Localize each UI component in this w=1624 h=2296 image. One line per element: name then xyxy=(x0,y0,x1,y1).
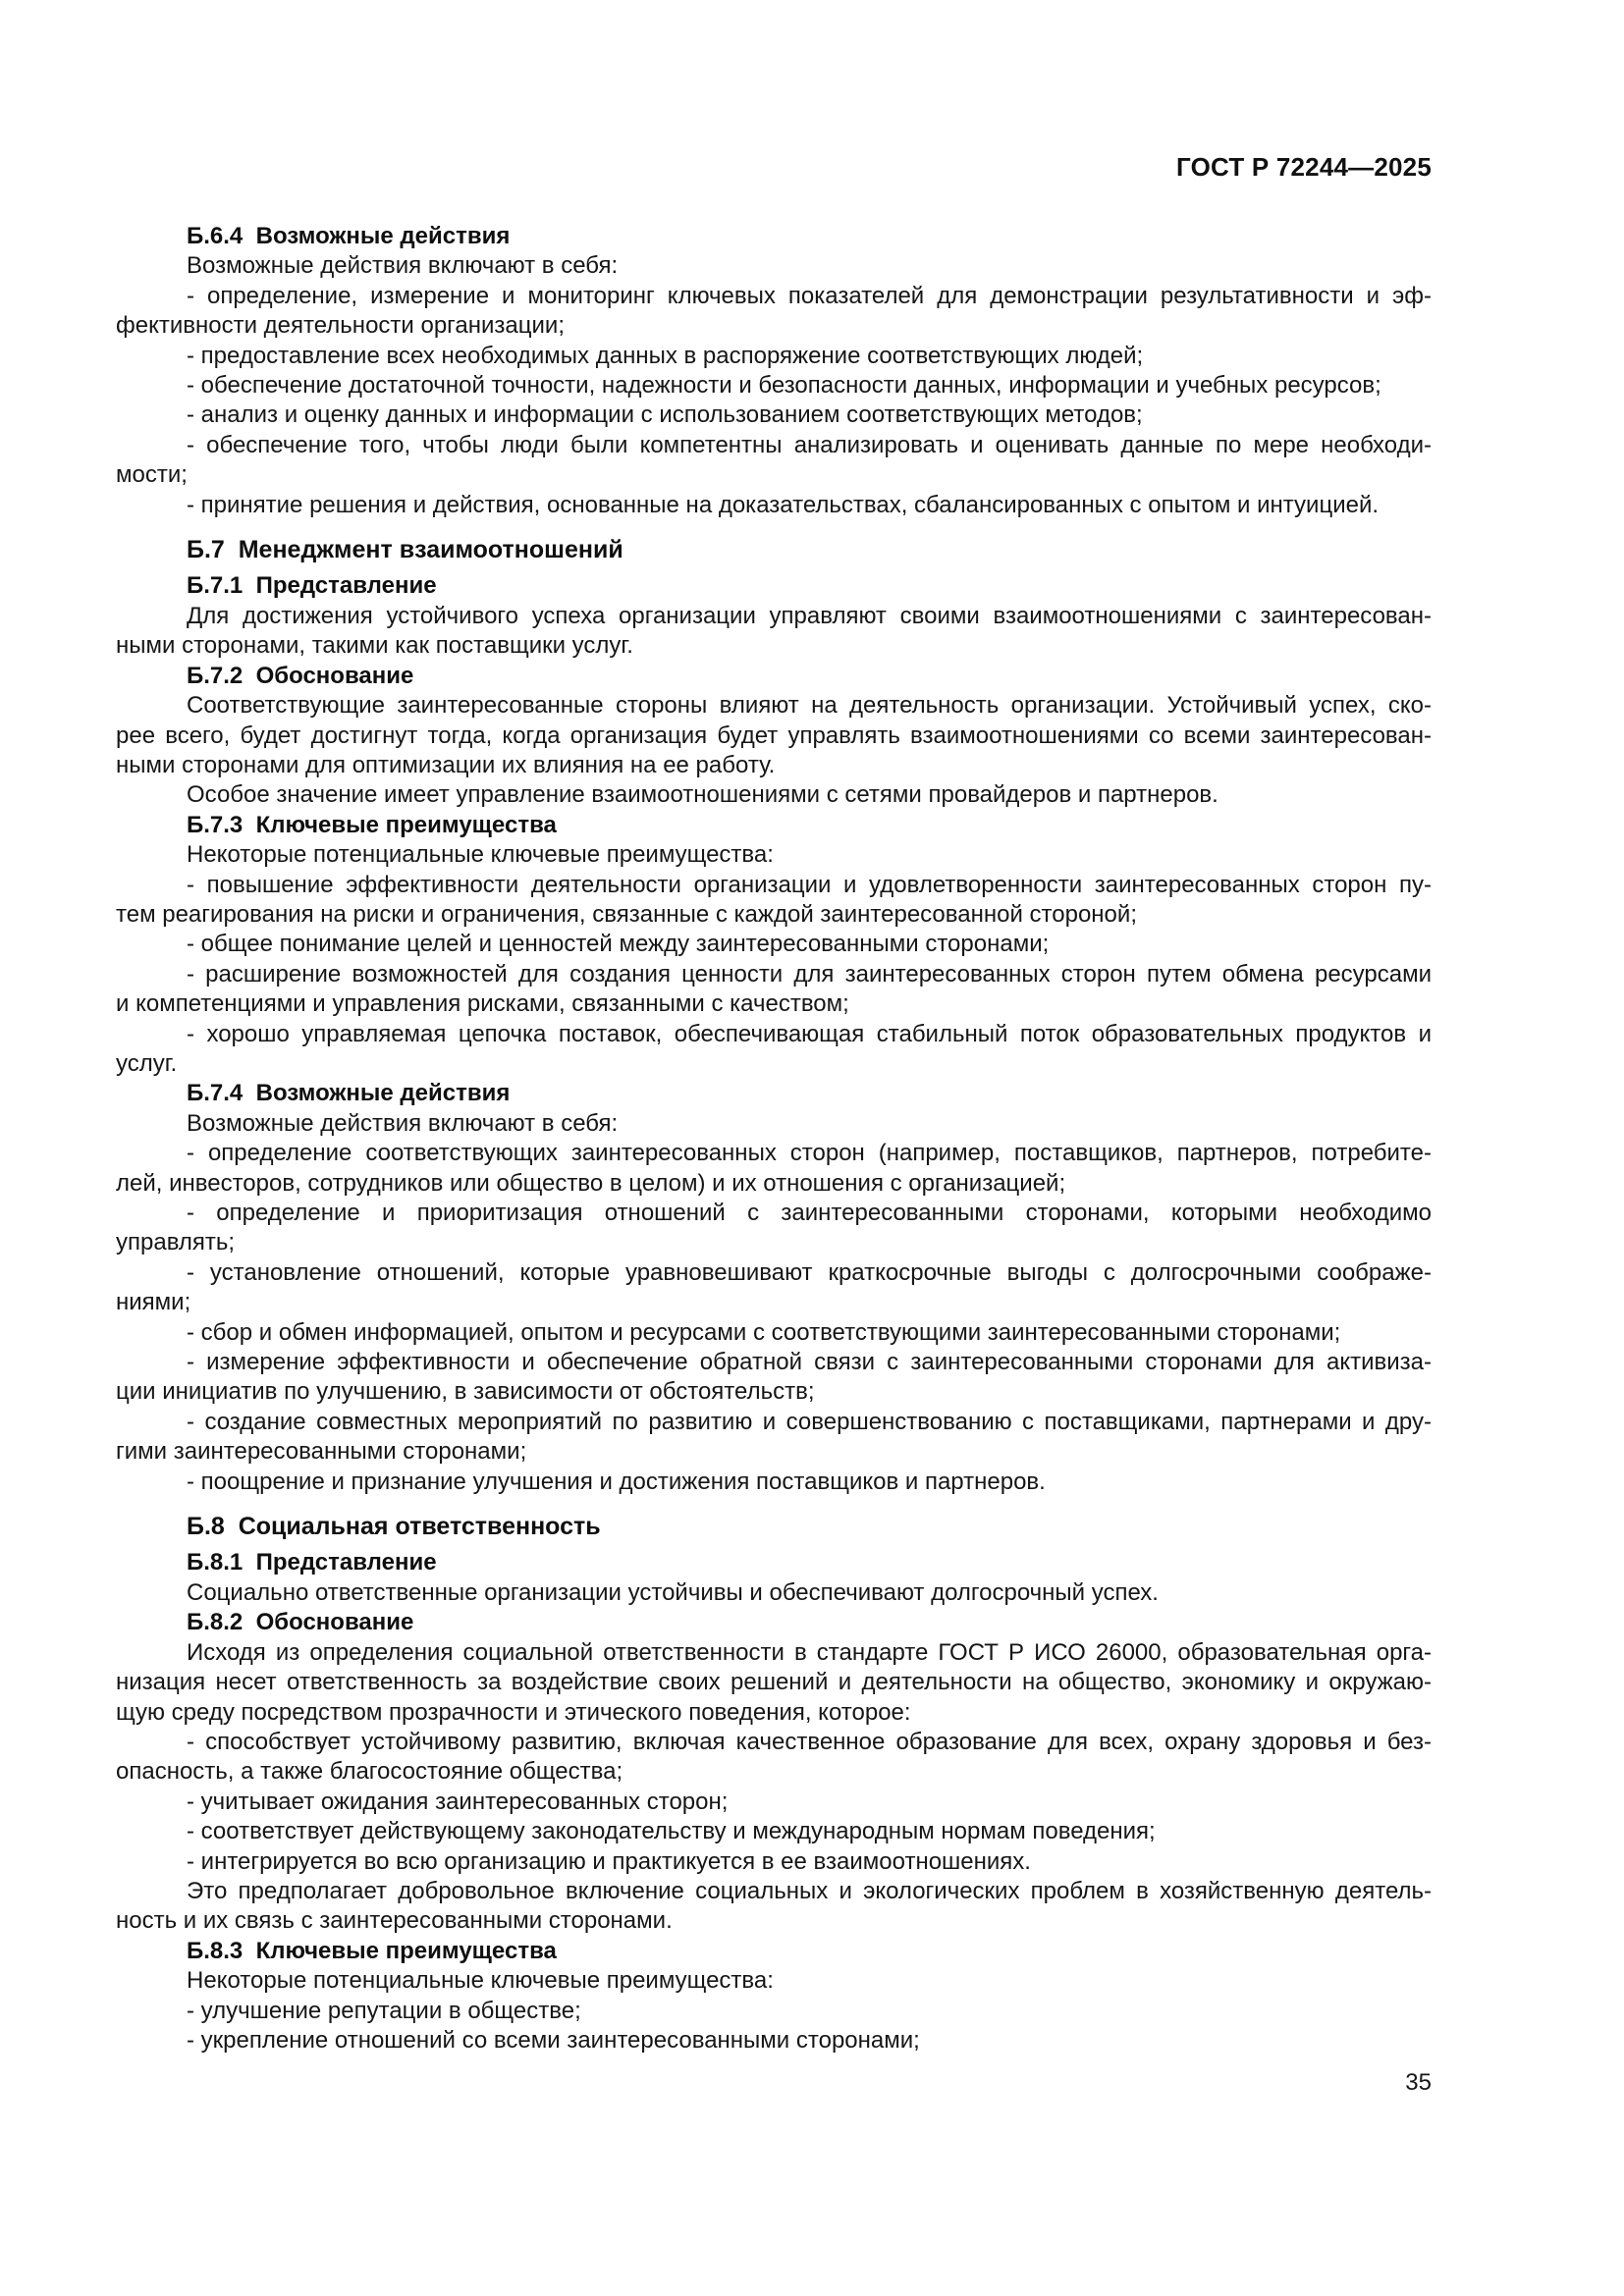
text-line: - способствует устойчивому развитию, включая качественное образование для всех, охрану здоровья и без- xyxy=(187,1728,1432,1755)
text-line: - соответствует действующему законодательству и международным нормам поведения; xyxy=(187,1818,1156,1845)
subsection-heading: Б.8.2 Обоснование xyxy=(187,1609,414,1636)
text-line: рее всего, будет достигнут тогда, когда организация будет управлять взаимоотношениями со всеми заинтересован- xyxy=(116,721,1432,749)
text-line: - сбор и обмен информацией, опытом и ресурсами с соответствующими заинтересованными сторонами; xyxy=(187,1318,1341,1346)
section-heading: Б.8 Социальная ответственность xyxy=(187,1513,601,1541)
document-body xyxy=(116,222,1432,2056)
text-line: фективности деятельности организации; xyxy=(116,312,565,340)
page-number: 35 xyxy=(1405,2069,1432,2096)
text-line: - обеспечение того, чтобы люди были компетентны анализировать и оценивать данные по мере необходи- xyxy=(187,431,1432,458)
text-line: - повышение эффективности деятельности организации и удовлетворенности заинтересованных сторон пу- xyxy=(187,871,1432,898)
text-line: - предоставление всех необходимых данных в распоряжение соответствующих людей; xyxy=(187,342,1144,369)
text-line: - принятие решения и действия, основанные на доказательствах, сбалансированных с опытом и интуицией. xyxy=(187,491,1380,518)
text-line: щую среду посредством прозрачности и этического поведения, которое: xyxy=(116,1698,911,1726)
text-line: лей, инвесторов, сотрудников или общество в целом) и их отношения с организацией; xyxy=(116,1169,1066,1197)
text-line: тем реагирования на риски и ограничения, связанные с каждой заинтересованной стороной; xyxy=(116,900,1137,928)
text-line: ными сторонами для оптимизации их влияния на ее работу. xyxy=(116,751,776,778)
text-line: низация несет ответственность за воздействие своих решений и деятельности на общество, экономику и окружаю- xyxy=(116,1669,1432,1696)
text-line: Особое значение имеет управление взаимоотношениями с сетями провайдеров и партнеров. xyxy=(187,781,1218,809)
text-line: Возможные действия включают в себя: xyxy=(187,1109,619,1137)
text-line: - определение, измерение и мониторинг ключевых показателей для демонстрации результативности и эф- xyxy=(187,282,1432,309)
text-line: Исходя из определения социальной ответственности в стандарте ГОСТ Р ИСО 26000, образовательная орга- xyxy=(187,1638,1432,1666)
text-line: - расширение возможностей для создания ценности для заинтересованных сторон путем обмена ресурсами xyxy=(187,960,1432,988)
subsection-heading: Б.7.4 Возможные действия xyxy=(187,1080,511,1107)
subsection-heading: Б.7.2 Обоснование xyxy=(187,662,414,689)
text-line: - общее понимание целей и ценностей между заинтересованными сторонами; xyxy=(187,931,1050,958)
text-line: - хорошо управляемая цепочка поставок, обеспечивающая стабильный поток образовательных продуктов и xyxy=(187,1020,1432,1047)
text-line: ными сторонами, такими как поставщики услуг. xyxy=(116,632,633,660)
text-line: - анализ и оценку данных и информации с использованием соответствующих методов; xyxy=(187,401,1143,429)
text-line: Некоторые потенциальные ключевые преимущества: xyxy=(187,841,774,869)
text-line: гими заинтересованными сторонами; xyxy=(116,1438,527,1466)
text-line: - интегрируется во всю организацию и практикуется в ее взаимоотношениях. xyxy=(187,1847,1031,1875)
text-line: ность и их связь с заинтересованными сторонами. xyxy=(116,1907,673,1935)
subsection-heading: Б.7.1 Представление xyxy=(187,572,437,600)
text-line: управлять; xyxy=(116,1229,236,1256)
text-line: - создание совместных мероприятий по развитию и совершенствованию с поставщиками, партнерами и дру- xyxy=(187,1408,1432,1435)
section-heading: Б.7 Менеджмент взаимоотношений xyxy=(187,536,623,564)
text-line: и компетенциями и управления рисками, связанными с качеством; xyxy=(116,990,849,1018)
text-line: Это предполагает добровольное включение социальных и экологических проблем в хозяйственную деятель- xyxy=(187,1877,1432,1904)
text-line: - улучшение репутации в обществе; xyxy=(187,1997,581,2024)
text-line: Соответствующие заинтересованные стороны влияют на деятельность организации. Устойчивый успех, ско- xyxy=(187,692,1432,720)
text-line: услуг. xyxy=(116,1049,178,1077)
text-line: Возможные действия включают в себя: xyxy=(187,252,619,280)
text-line: ции инициатив по улучшению, в зависимости от обстоятельств; xyxy=(116,1378,815,1406)
text-line: Социально ответственные организации устойчивы и обеспечивают долгосрочный успех. xyxy=(187,1578,1159,1606)
doc-standard-code: ГОСТ Р 72244—2025 xyxy=(1176,152,1432,182)
text-line: - учитывает ожидания заинтересованных сторон; xyxy=(187,1788,729,1815)
text-line: - укрепление отношений со всеми заинтересованными сторонами; xyxy=(187,2026,920,2054)
text-line: опасность, а также благосостояние общества; xyxy=(116,1758,623,1786)
text-line: - поощрение и признание улучшения и достижения поставщиков и партнеров. xyxy=(187,1468,1046,1495)
subsection-heading: Б.8.1 Представление xyxy=(187,1549,437,1576)
text-line: Для достижения устойчивого успеха организации управляют своими взаимоотношениями с заинтересован- xyxy=(187,602,1432,629)
text-line: - измерение эффективности и обеспечение обратной связи с заинтересованными сторонами для активиза- xyxy=(187,1349,1432,1376)
text-line: - определение соответствующих заинтересованных сторон (например, поставщиков, партнеров, потребите- xyxy=(187,1140,1432,1167)
text-line: - определение и приоритизация отношений с заинтересованными сторонами, которыми необходимо xyxy=(187,1200,1432,1226)
text-line: Некоторые потенциальные ключевые преимущества: xyxy=(187,1967,774,1995)
text-line: - установление отношений, которые уравновешивают краткосрочные выгоды с долгосрочными соображе- xyxy=(187,1258,1432,1286)
text-line: ниями; xyxy=(116,1289,191,1316)
text-line: мости; xyxy=(116,461,188,489)
subsection-heading: Б.7.3 Ключевые преимущества xyxy=(187,811,557,838)
text-line: - обеспечение достаточной точности, надежности и безопасности данных, информации и учебных ресурсов; xyxy=(187,372,1381,400)
subsection-heading: Б.6.4 Возможные действия xyxy=(187,223,511,249)
subsection-heading: Б.8.3 Ключевые преимущества xyxy=(187,1937,557,1964)
